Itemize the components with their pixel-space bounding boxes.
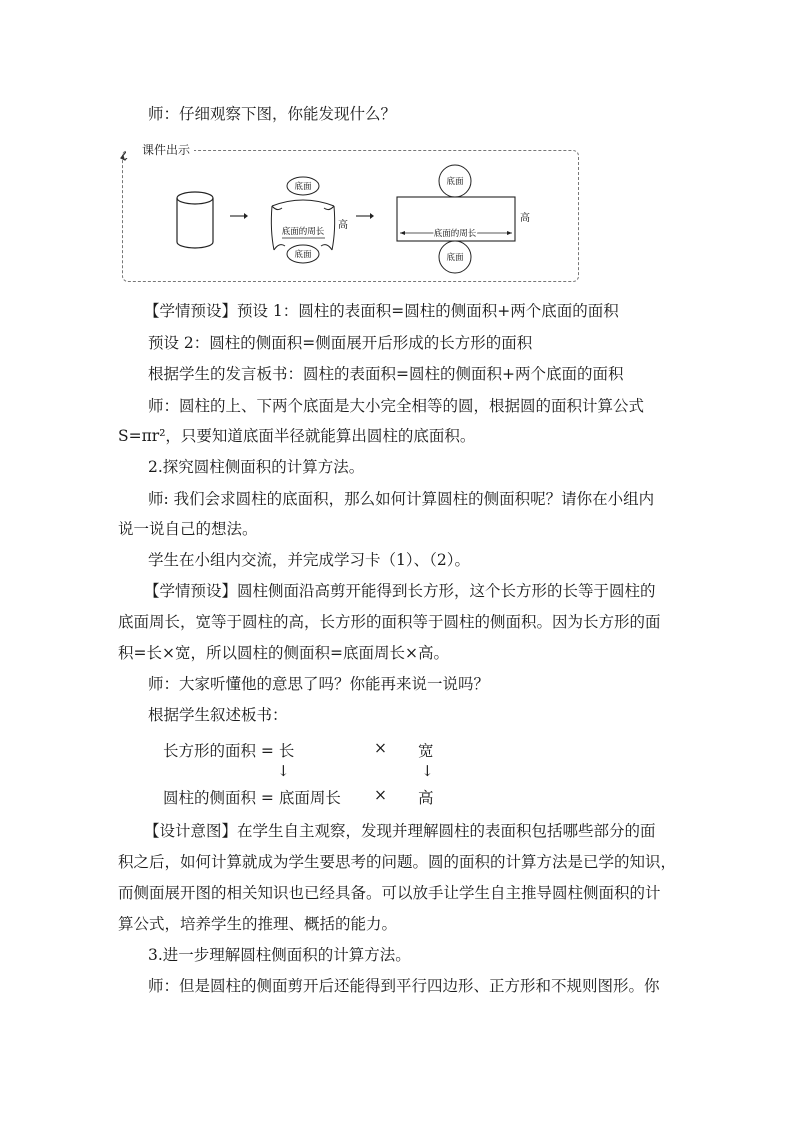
rect-height-label: 高: [520, 213, 530, 224]
text-line: 根据学生叙述板书：: [148, 706, 288, 724]
text-line: 说一说自己的想法。: [118, 520, 258, 538]
down-arrow-icon: ↓: [277, 762, 290, 780]
side-perimeter-label: 底面的周长: [281, 227, 325, 237]
text-line: 【设计意图】在学生自主观察，发现并理解圆柱的表面积包括哪些部分的面: [144, 822, 656, 840]
section-heading: 2.探究圆柱侧面积的计算方法。: [148, 458, 365, 476]
formula-row1-right: 宽: [418, 742, 434, 760]
text-line: S=πr²，只要知道底面半径就能算出圆柱的底面积。: [118, 427, 476, 445]
text-line: 学生在小组内交流，并完成学习卡（1）、（2）。: [148, 551, 470, 569]
text-line: 【学情预设】预设 1：圆柱的表面积=圆柱的侧面积+两个底面的面积: [144, 302, 619, 320]
formula-row1-left: 长方形的面积 = 长: [163, 742, 295, 760]
top-base-label: 底面: [294, 182, 312, 192]
bottom-base-label: 底面: [294, 250, 312, 260]
text-line: 积=长×宽，所以圆柱的侧面积=底面周长×高。: [118, 644, 449, 662]
text-line: 算公式，培养学生的推理、概括的能力。: [118, 915, 398, 933]
text-line: 根据学生的发言板书：圆柱的表面积=圆柱的侧面积+两个底面的面积: [148, 365, 624, 383]
text-line: 而侧面展开图的相关知识也已经具备。可以放手让学生自主推导圆柱侧面积的计: [118, 884, 661, 902]
text-line: 师：但是圆柱的侧面剪开后还能得到平行四边形、正方形和不规则图形。你: [148, 977, 660, 995]
cylinder-shape: [177, 192, 213, 248]
height-label: 高: [338, 220, 348, 231]
formula-row2-left: 圆柱的侧面积 = 底面周长: [163, 789, 341, 807]
text-line: 师: 我们会求圆柱的底面积，那么如何计算圆柱的侧面积呢？请你在小组内: [148, 490, 655, 508]
text-line: 师：大家听懂他的意思了吗？你能再来说一说吗？: [148, 675, 490, 693]
down-arrow-icon: ↓: [421, 762, 434, 780]
rect-bottom-base-label: 底面: [446, 253, 464, 263]
cylinder-diagram: [122, 150, 577, 280]
rect-top-base-label: 底面: [446, 177, 464, 187]
rect-perimeter-label: 底面的周长: [433, 229, 477, 239]
text-line: 预设 2：圆柱的侧面积=侧面展开后形成的长方形的面积: [148, 334, 533, 352]
text-line: 【学情预设】圆柱侧面沿高剪开能得到长方形，这个长方形的长等于圆柱的: [144, 582, 656, 600]
formula-row1-op: ×: [374, 739, 387, 757]
section-heading: 3.进一步理解圆柱侧面积的计算方法。: [148, 946, 411, 964]
text-line: 底面周长，宽等于圆柱的高，长方形的面积等于圆柱的侧面积。因为长方形的面: [118, 613, 661, 631]
text-line: 积之后，如何计算就成为学生要思考的问题。圆的面积的计算方法是已学的知识，: [118, 853, 677, 871]
text-line: 师：仔细观察下图，你能发现什么？: [148, 105, 397, 123]
text-line: 师：圆柱的上、下两个底面是大小完全相等的圆，根据圆的面积计算公式: [148, 397, 645, 415]
formula-row2-right: 高: [418, 789, 434, 807]
figure-tag: 课件出示: [126, 141, 194, 158]
formula-row2-op: ×: [374, 786, 387, 804]
